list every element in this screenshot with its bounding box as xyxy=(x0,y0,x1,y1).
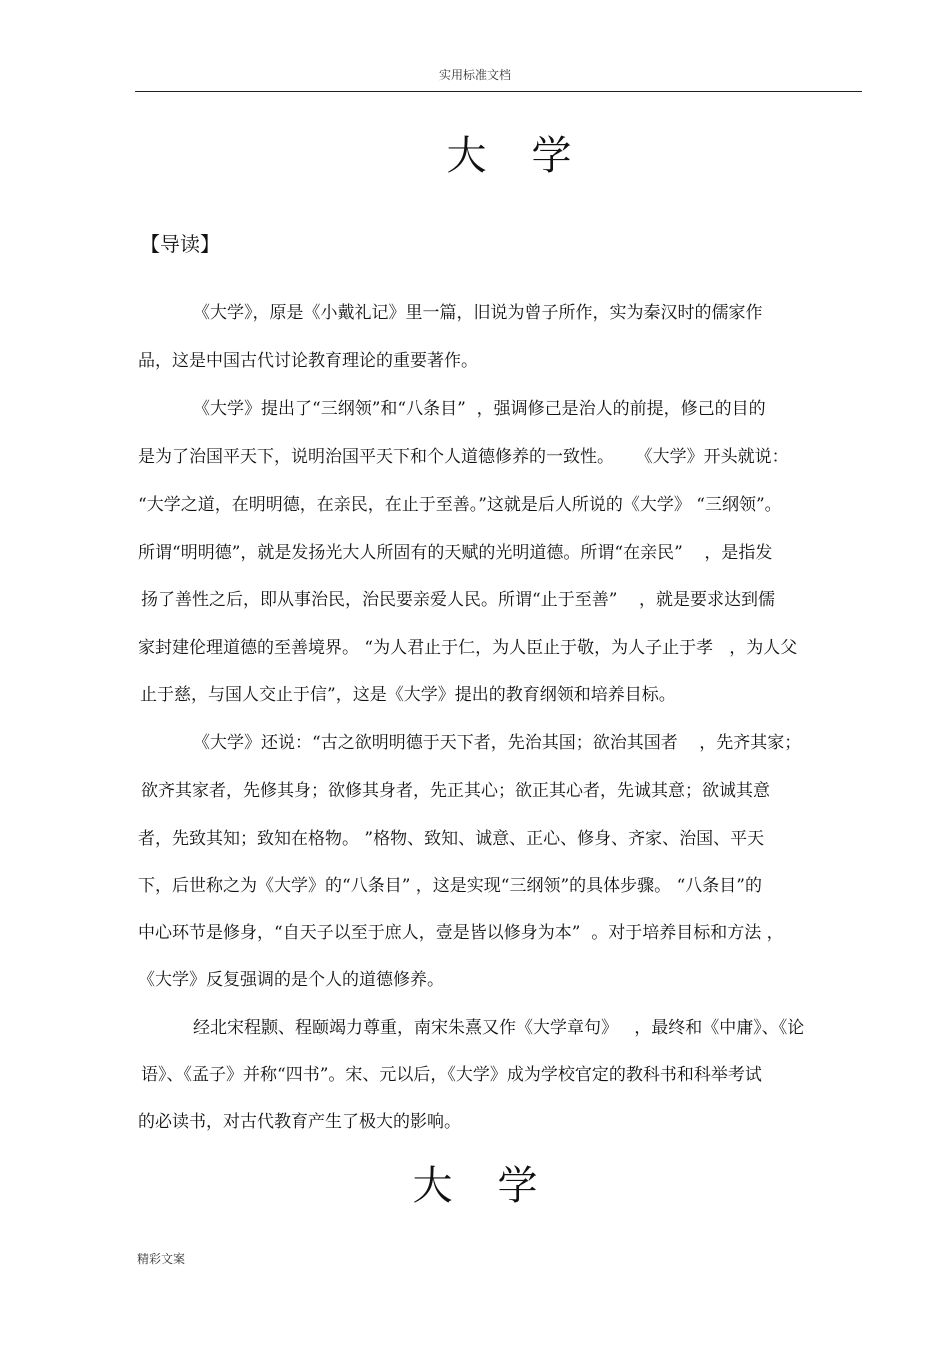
paragraph-line: 经北宋程颢、程颐竭力尊重，南宋朱熹又作《大学章句》 ，最终和《中庸》、《论 xyxy=(193,1018,805,1038)
paragraph-line: 所谓“明明德”，就是发扬光大人所固有的天赋的光明道德。所谓“在亲民” ，是指发 xyxy=(138,543,773,563)
paragraph-line: 《大学》反复强调的是个人的道德修养。 xyxy=(138,970,444,990)
intro-heading: 【导读】 xyxy=(140,232,220,256)
paragraph-line: 下，后世称之为《大学》的“八条目” ，这是实现“三纲领”的具体步骤。 “八条目”的 xyxy=(138,876,762,896)
page-header: 实用标准文档 xyxy=(438,68,511,82)
page-footer: 精彩文案 xyxy=(137,1252,186,1266)
paragraph-line: 《大学》提出了“三纲领”和“八条目” ，强调修己是治人的前提，修己的目的 xyxy=(193,399,766,419)
title-char-left: 大 xyxy=(446,133,487,179)
paragraph-line: 家封建伦理道德的至善境界。 “为人君止于仁，为人臣止于敬，为人子止于孝 ，为人父 xyxy=(138,638,798,658)
header-divider xyxy=(135,91,862,92)
paragraph-line: 是为了治国平天下，说明治国平天下和个人道德修养的一致性。 《大学》开头就说： xyxy=(138,447,789,467)
paragraph-line: 扬了善性之后，即从事治民，治民要亲爱人民。所谓“止于至善” ，就是要求达到儒 xyxy=(141,590,775,610)
section-title-char-left: 大 xyxy=(412,1163,453,1209)
paragraph-line: 止于慈，与国人交止于信”，这是《大学》提出的教育纲领和培养目标。 xyxy=(140,685,676,705)
paragraph-line: 品，这是中国古代讨论教育理论的重要著作。 xyxy=(138,351,478,371)
paragraph-line: 者，先致其知；致知在格物。 ”格物、致知、诚意、正心、修身、齐家、治国、平天 xyxy=(138,829,765,849)
paragraph-line: 语》、《孟子》并称“四书”。宋、元以后，《大学》成为学校官定的教科书和科举考试 xyxy=(141,1065,762,1085)
paragraph-line: “大学之道，在明明德，在亲民，在止于至善。”这就是后人所说的《大学》 “三纲领”。 xyxy=(138,495,782,515)
paragraph-line: 的必读书，对古代教育产生了极大的影响。 xyxy=(138,1112,461,1132)
title-char-right: 学 xyxy=(531,133,572,179)
paragraph-line: 《大学》还说：“古之欲明明德于天下者，先治其国；欲治其国者 ，先齐其家； xyxy=(193,733,802,753)
section-title xyxy=(0,1154,950,1211)
paragraph-line: 中心环节是修身，“自天子以至于庶人，壹是皆以修身为本” 。对于培养目标和方法 ， xyxy=(138,923,784,943)
paragraph-line: 《大学》，原是《小戴礼记》里一篇，旧说为曾子所作，实为秦汉时的儒家作 xyxy=(193,303,763,323)
paragraph-line: 欲齐其家者，先修其身；欲修其身者，先正其心；欲正其心者，先诚其意；欲诚其意 xyxy=(141,781,770,801)
document-title xyxy=(34,124,950,181)
section-title-char-right: 学 xyxy=(497,1163,538,1209)
